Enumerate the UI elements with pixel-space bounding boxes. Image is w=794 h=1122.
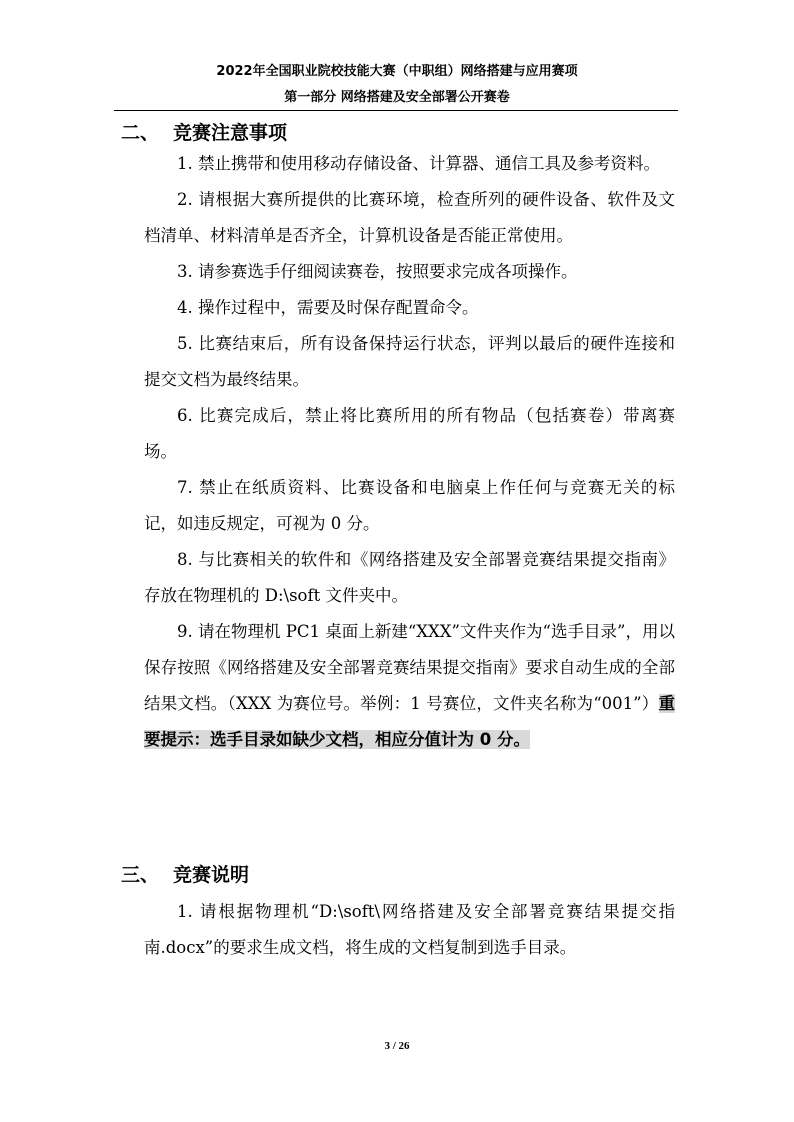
section-3-body [144, 894, 675, 966]
header-rule [114, 110, 678, 111]
list-item: 7. 禁止在纸质资料、比赛设备和电脑桌上作任何与竞赛无关的标记，如违反规定，可视为 0 分。 [144, 478, 675, 533]
header-title: 2022年全国职业院校技能大赛（中职组）网络搭建与应用赛项 [216, 64, 578, 79]
section-number: 三、 [121, 864, 160, 886]
section-title: 竞赛注意事项 [173, 122, 288, 144]
list-item: 5. 比赛结束后，所有设备保持运行状态，评判以最后的硬件连接和提交文档为最终结果。 [144, 334, 675, 389]
list-item: 2. 请根据大赛所提供的比赛环境，检查所列的硬件设备、软件及文档清单、材料清单是否齐全，计算机设备是否能正常使用。 [144, 190, 675, 245]
section-2-body [144, 146, 675, 758]
header-subtitle: 第一部分 网络搭建及安全部署公开赛卷 [284, 90, 510, 105]
section-heading-3 [121, 860, 249, 887]
important-note: 重要提示：选手目录如缺少文档，相应分值计为 0 分。 [144, 694, 675, 749]
list-item [144, 614, 675, 758]
list-item: 1. 禁止携带和使用移动存储设备、计算器、通信工具及参考资料。 [177, 154, 660, 173]
section-heading-2 [121, 118, 287, 145]
list-item: 1. 请根据物理机“D:\soft\网络搭建及安全部署竞赛结果提交指南.docx”的要求生成文档，将生成的文档复制到选手目录。 [144, 902, 675, 957]
list-item: 3. 请参赛选手仔细阅读赛卷，按照要求完成各项操作。 [177, 262, 578, 281]
list-item-text: 9. 请在物理机 PC1 桌面上新建“XXX”文件夹作为“选手目录”，用以保存按照《网络搭建及安全部署竞赛结果提交指南》要求自动生成的全部结果文档。（XXX 为赛位号。举例：1 号赛位，文件夹名称为“001”） [144, 622, 675, 713]
list-item: 6. 比赛完成后，禁止将比赛所用的所有物品（包括赛卷）带离赛场。 [144, 406, 675, 461]
section-number: 二、 [121, 122, 160, 144]
list-item: 8. 与比赛相关的软件和《网络搭建及安全部署竞赛结果提交指南》存放在物理机的 D:\soft 文件夹中。 [144, 550, 675, 605]
page-number: 3 / 26 [384, 1040, 410, 1052]
section-title: 竞赛说明 [173, 864, 250, 886]
list-item: 4. 操作过程中，需要及时保存配置命令。 [177, 298, 479, 317]
